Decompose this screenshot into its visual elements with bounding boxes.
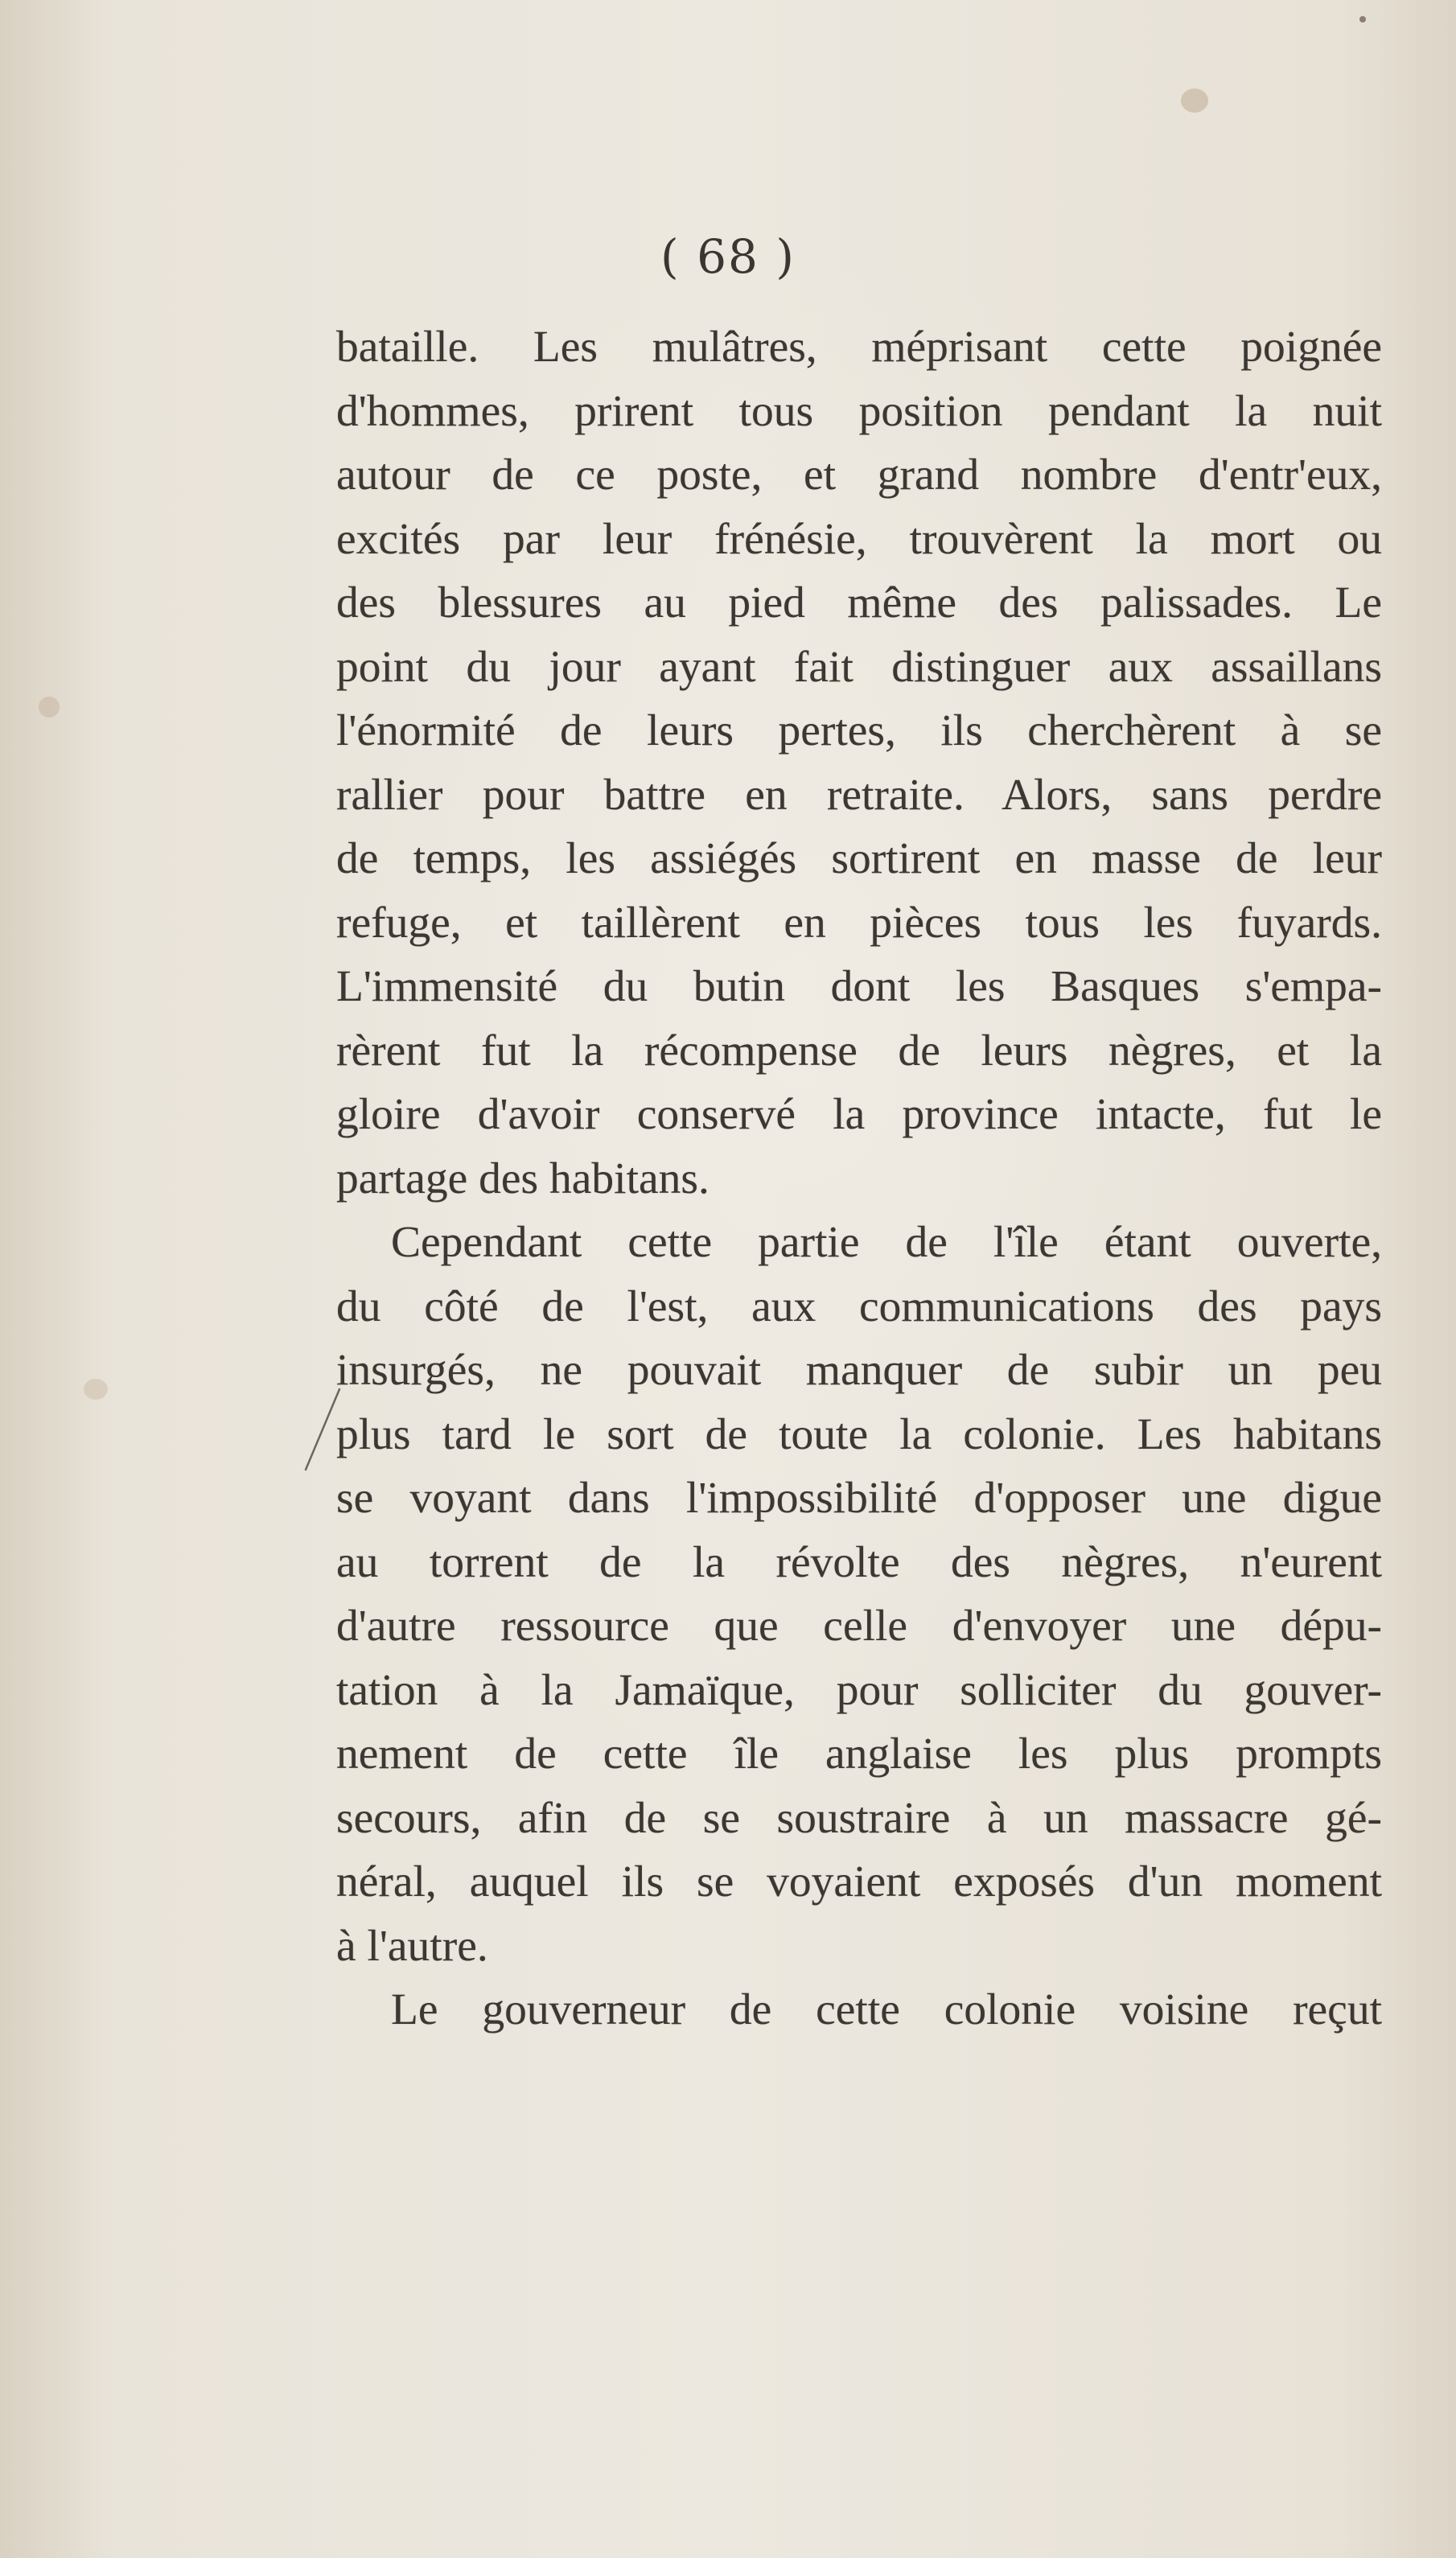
paragraph-2 [336,1211,1382,1978]
paragraph-1 [336,315,1382,1211]
page-number: ( 68 ) [660,229,796,284]
text-line: du côté de l'est, aux communications des pays [336,1281,1382,1331]
text-line: d'hommes, prirent tous position pendant la nuit [336,386,1382,436]
text-line: insurgés, ne pouvait manquer de subir un peu [336,1346,1382,1395]
text-line: L'immensité du butin dont les Basques s'empa- [336,962,1382,1011]
text-line: refuge, et taillèrent en pièces tous les fuyards. [336,898,1382,948]
paper-stain [84,1379,108,1400]
text-line: gloire d'avoir conservé la province intacte, fut le [336,1090,1382,1139]
text-line: plus tard le sort de toute la colonie. Les habitans [336,1409,1382,1459]
text-line: partage des habitans. [336,1154,709,1203]
paper-stain [1359,16,1366,23]
text-line: l'énormité de leurs pertes, ils cherchèrent à se [336,706,1382,755]
text-line: secours, afin de se soustraire à un massacre gé- [336,1793,1382,1843]
text-line: autour de ce poste, et grand nombre d'entr'eux, [336,450,1382,500]
text-line: rallier pour battre en retraite. Alors, sans perdre [336,770,1382,820]
text-line: au torrent de la révolte des nègres, n'eurent [336,1537,1382,1587]
text-line: à l'autre. [336,1921,488,1971]
paper-stain [39,697,60,718]
text-line: tation à la Jamaïque, pour solliciter du gouver- [336,1665,1382,1715]
text-line: bataille. Les mulâtres, méprisant cette poignée [336,323,1382,372]
text-line: Cependant cette partie de l'île étant ouverte, [391,1218,1382,1267]
text-line: des blessures au pied même des palissades. Le [336,578,1382,627]
text-line: d'autre ressource que celle d'envoyer une dépu- [336,1602,1382,1651]
text-line: rèrent fut la récompense de leurs nègres, et la [336,1026,1382,1075]
text-line: Le gouverneur de cette colonie voisine reçut [391,1985,1382,2034]
text-line: point du jour ayant fait distinguer aux assaillans [336,642,1382,692]
paragraph-3 [336,1978,1382,2042]
text-line: se voyant dans l'impossibilité d'opposer une digue [336,1474,1382,1523]
text-line: nement de cette île anglaise les plus prompts [336,1729,1382,1779]
text-line: néral, auquel ils se voyaient exposés d'un moment [336,1857,1382,1906]
body-text [336,315,1382,2042]
text-line: excités par leur frénésie, trouvèrent la mort ou [336,514,1382,564]
text-line: de temps, les assiégés sortirent en masse de leur [336,834,1382,883]
paper-stain [1181,88,1208,113]
